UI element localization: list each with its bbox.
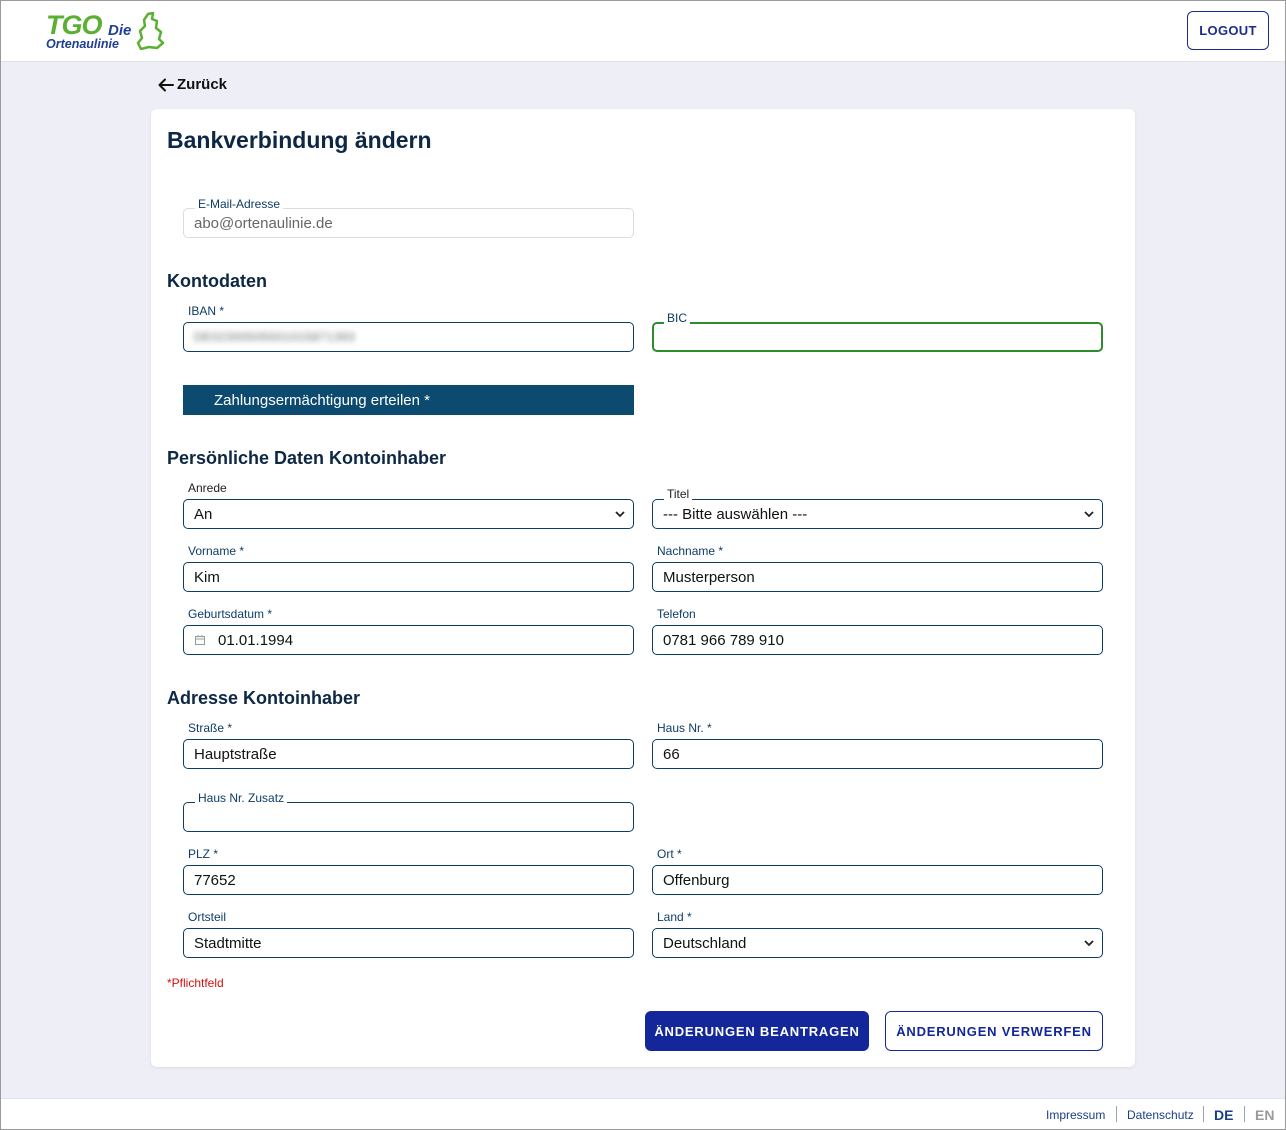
chevron-down-icon [1083,937,1095,949]
bic-label: BIC [664,311,690,325]
telefon-value: 0781 966 789 910 [663,631,784,649]
personal-data-heading: Persönliche Daten Kontoinhaber [167,448,447,468]
ort-label: Ort * [657,847,682,861]
telefon-label: Telefon [657,607,696,621]
required-field-note: *Pflichtfeld [167,976,224,990]
region-map-icon [135,12,165,50]
hausnr-value: 66 [663,745,680,763]
arrow-left-icon [158,78,174,92]
geburtsdatum-label: Geburtsdatum * [188,607,273,621]
plz-label: PLZ * [188,847,219,861]
geburtsdatum-field[interactable] [183,625,634,655]
logo-tgo-text: TGO [46,10,102,40]
language-en-link[interactable]: EN [1255,1107,1275,1123]
hausnr-zusatz-label: Haus Nr. Zusatz [195,791,287,805]
land-value: Deutschland [663,934,747,952]
email-field [183,208,634,238]
land-select[interactable] [652,928,1103,958]
iban-label: IBAN * [188,304,225,318]
titel-label: Titel [664,487,692,501]
vorname-label: Vorname * [188,544,245,558]
language-de-link[interactable]: DE [1214,1107,1234,1123]
iban-field[interactable] [183,322,634,352]
footer [0,1098,1286,1130]
nachname-value: Musterperson [663,568,755,586]
iban-value: DE02300505501015871393 [194,330,356,344]
impressum-link[interactable]: Impressum [1046,1108,1106,1122]
ortsteil-label: Ortsteil [188,910,227,924]
address-heading: Adresse Kontoinhaber [167,688,361,708]
anrede-value: An [194,505,213,523]
land-label: Land * [657,910,692,924]
logout-button[interactable]: LOGOUT [1187,11,1269,50]
footer-divider [1244,1106,1245,1122]
logo-name-text: Ortenaulinie [46,37,119,51]
plz-value: 77652 [194,871,236,889]
nachname-field[interactable] [652,562,1103,592]
geburtsdatum-value: 01.01.1994 [218,631,294,649]
telefon-field[interactable] [652,625,1103,655]
submit-changes-button[interactable]: ÄNDERUNGEN BEANTRAGEN [645,1011,869,1051]
email-value: abo@ortenaulinie.de [194,214,333,232]
strasse-value: Hauptstraße [194,745,277,763]
bic-field[interactable] [652,322,1103,352]
titel-select[interactable] [652,499,1103,529]
titel-value: --- Bitte auswählen --- [663,505,808,523]
chevron-down-icon [614,508,626,520]
ortsteil-field[interactable] [183,928,634,958]
hausnr-field[interactable] [652,739,1103,769]
footer-divider [1203,1106,1204,1122]
ort-value: Offenburg [663,871,730,889]
top-bar [0,0,1286,62]
nachname-label: Nachname * [657,544,724,558]
datenschutz-link[interactable]: Datenschutz [1127,1108,1194,1122]
page-title: Bankverbindung ändern [167,127,432,153]
payment-mandate-button[interactable]: Zahlungsermächtigung erteilen * [183,385,634,415]
email-label: E-Mail-Adresse [195,197,283,211]
chevron-down-icon [1083,508,1095,520]
plz-field[interactable] [183,865,634,895]
hausnr-zusatz-field[interactable] [183,802,634,832]
back-link[interactable] [158,76,227,93]
ort-field[interactable] [652,865,1103,895]
anrede-select[interactable] [183,499,634,529]
calendar-icon[interactable] [194,634,206,646]
vorname-field[interactable] [183,562,634,592]
vorname-value: Kim [194,568,220,586]
discard-changes-button[interactable]: ÄNDERUNGEN VERWERFEN [885,1011,1103,1051]
kontodaten-heading: Kontodaten [167,271,267,291]
strasse-label: Straße * [188,721,233,735]
hausnr-label: Haus Nr. * [657,721,712,735]
footer-divider [1116,1106,1117,1122]
ortenaulinie-logo[interactable] [44,10,168,54]
ortsteil-value: Stadtmitte [194,934,262,952]
anrede-label: Anrede [188,481,227,495]
back-label: Zurück [177,76,228,93]
logo-die-text: Die [108,22,132,39]
strasse-field[interactable] [183,739,634,769]
